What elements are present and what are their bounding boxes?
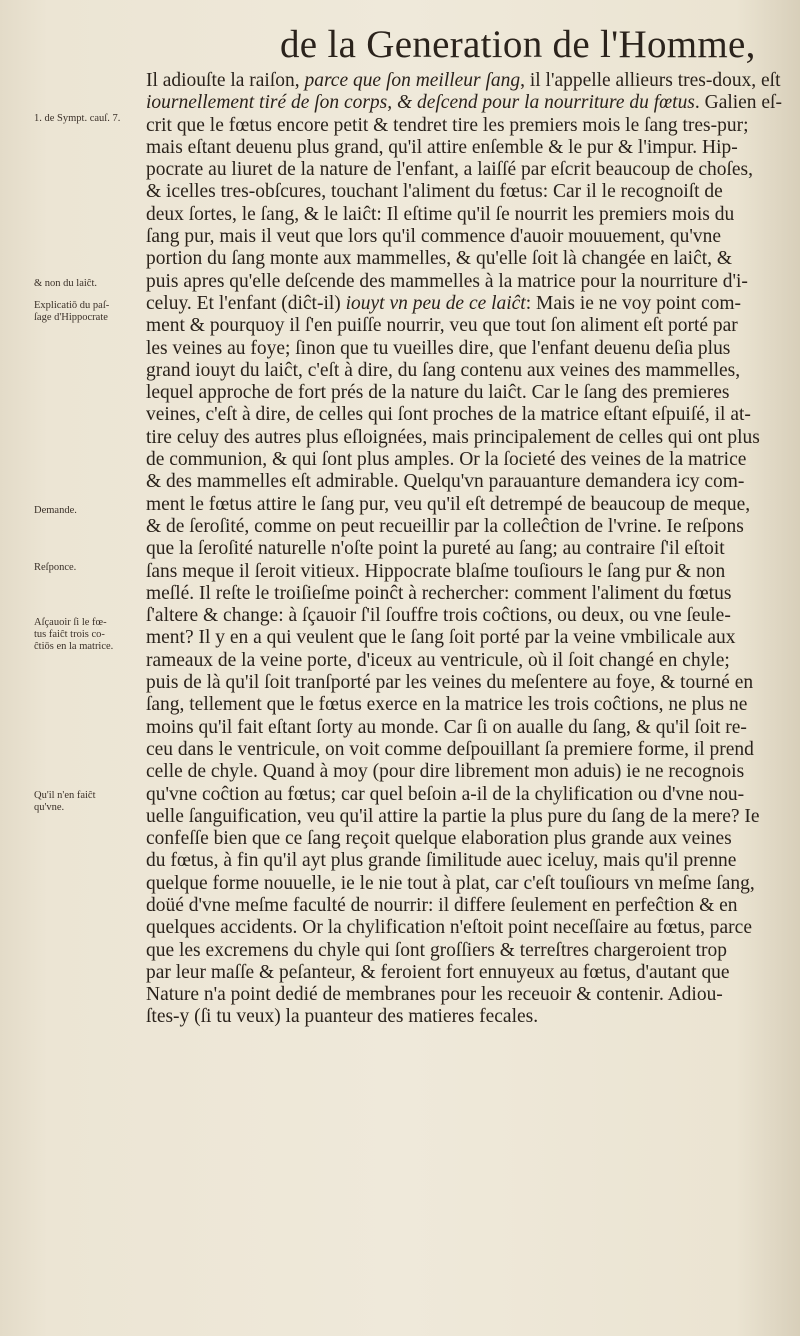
text-line: & icelles tres-obſcures, touchant l'aliment du fœtus: Car il le recognoiſt de [146, 181, 723, 203]
text-line: quelques accidents. Or la chylification n'eſtoit point neceſſaire au fœtus, parce [146, 917, 752, 939]
margin-note-reference [34, 113, 146, 125]
text-line: ſang pur, mais il veut que lors qu'il commence d'auoir mouuement, qu'vne [146, 226, 721, 248]
margin-note-demande [34, 505, 146, 517]
margin-note-non-du-laict [34, 278, 146, 290]
running-header: de la Generation de l'Homme, [280, 23, 756, 66]
text-line: ment le fœtus attire le ſang pur, veu qu'il eſt detrempé de beaucoup de meque, [146, 493, 751, 515]
margin-note-line: ſage d'Hippocrate [34, 312, 108, 323]
text-line: grand iouyt du laiĉt, c'eſt à dire, du ſang contenu aux veines des mammelles, [146, 359, 741, 381]
margin-note-line: Explicatiō du paſ- [34, 300, 110, 311]
margin-note-une-coction [34, 790, 146, 814]
text-line: tire celuy des autres plus eſloignées, mais principalement de celles qui ont plus [146, 426, 760, 448]
text-line: celle de chyle. Quand à moy (pour dire librement mon aduis) ie ne recognois [146, 761, 745, 783]
margin-note-line: Qu'il n'en faiĉt [34, 790, 96, 801]
text-line: & des mammelles eſt admirable. Quelqu'vn parauanture demandera icy com- [146, 471, 745, 493]
text-line: iournellement tiré de ſon corps, & deſcend pour la nourriture du fœtus. Galien eſ- [146, 92, 782, 114]
text-line: & de ſeroſité, comme on peut recueillir par la colleĉtion de l'vrine. Ie reſpons [146, 515, 744, 537]
margin-note-line: qu'vne. [34, 802, 65, 813]
text-line: du fœtus, à fin qu'il ayt plus grande ſimilitude auec iceluy, mais qu'il prenne [146, 850, 737, 872]
text-line: rameaux de la veine porte, d'iceux au ventricule, où il ſoit changé en chyle; [146, 649, 730, 671]
text-line: lequel approche de fort prés de la nature du laiĉt. Car le ſang des premieres [146, 382, 730, 404]
text-line: que les excremens du chyle qui ſont groſſiers & terreſtres chargeroient trop [146, 939, 728, 961]
text-line: de communion, & qui ſont plus amples. Or la ſocieté des veines de la matrice [146, 449, 747, 471]
text-line: ſang, tellement que le fœtus exerce en la matrice les trois coĉtions, ne plus ne [146, 694, 748, 716]
text-line: uelle ſanguification, veu qu'il attire la partie la plus pure du ſang de la mere? Ie [146, 805, 760, 827]
text-line: ment? Il y en a qui veulent que le ſang ſoit porté par la veine vmbilicale aux [146, 627, 736, 649]
margin-note-line: Reſponce. [34, 562, 77, 573]
main-text-block [146, 70, 796, 1029]
text-line: crit que le fœtus encore petit & tendret tire les premiers mois le ſang tres-pur; [146, 114, 749, 136]
margin-note-line: Aſçauoir ſi le fœ- [34, 617, 107, 628]
text-line: ſ'altere & change: à ſçauoir ſ'il ſouffre trois coĉtions, ou deux, ou vne ſeule- [146, 605, 731, 627]
text-line: ſans meque il ſeroit vitieux. Hippocrate blaſme touſiours le ſang pur & non [146, 560, 726, 582]
text-line: par leur maſſe & peſanteur, & feroient fort ennuyeux au fœtus, d'autant que [146, 961, 730, 983]
margin-note-responce [34, 562, 146, 574]
margin-note-line: & non du laiĉt. [34, 278, 97, 289]
text-line: deux ſortes, le ſang, & le laiĉt: Il eſtime qu'il ſe nourrit les premiers mois du [146, 203, 735, 225]
text-line: puis de là qu'il ſoit tranſporté par les veines du meſentere au foye, & tourné en [146, 672, 754, 694]
text-line: doüé d'vne meſme faculté de nourrir: il differe ſeulement en perfeĉtion & en [146, 894, 738, 916]
text-line: ment & pourquoy il ſ'en puiſſe nourrir, veu que tout ſon aliment eſt porté par [146, 315, 738, 337]
text-line: ceu dans le ventricule, on voit comme deſpouillant ſa premiere forme, il prend [146, 738, 754, 760]
text-line: Il adiouſte la raiſon, parce que ſon meilleur ſang, il l'appelle allieurs tres-doux, eſt [146, 70, 781, 91]
text-line: veines, c'eſt à dire, de celles qui ſont proches de la matrice eſtant eſpuiſé, il at- [146, 404, 751, 426]
text-line: ſtes-y (ſi tu veux) la puanteur des matieres fecales. [146, 1006, 539, 1028]
margin-note-line: Demande. [34, 505, 77, 516]
margin-note-explication [34, 300, 146, 324]
margin-note-coctions [34, 617, 146, 653]
text-line: meſlé. Il reſte le troiſieſme poinĉt à rechercher: comment l'aliment du fœtus [146, 582, 732, 604]
text-line: quelque forme nouuelle, ie le nie tout à plat, car c'eſt touſiours vn meſme ſang, [146, 872, 755, 894]
text-line: que la ſeroſité naturelle n'oſte point la pureté au ſang; au contraire ſ'il eſtoit [146, 538, 725, 560]
text-line: confeſſe bien que ce ſang reçoit quelque elaboration plus grande aux veines [146, 828, 732, 850]
text-line: portion du ſang monte aux mammelles, & qu'elle ſoit là changée en laiĉt, & [146, 248, 733, 270]
text-line: Nature n'a point dedié de membranes pour les receuoir & contenir. Adiou- [146, 984, 723, 1006]
margin-note-line: tus faiĉt trois co- [34, 629, 105, 640]
text-line: pocrate au liuret de la nature de l'enfant, a laiſſé par eſcrit beaucoup de choſes, [146, 159, 753, 181]
text-line: qu'vne coĉtion au fœtus; car quel beſoin a-il de la chylification ou d'vne nou- [146, 783, 745, 805]
text-line: puis apres qu'elle deſcende des mammelles à la matrice pour la nourriture d'i- [146, 270, 748, 292]
text-line: celuy. Et l'enfant (diĉt-il) iouyt vn peu de ce laiĉt: Mais ie ne voy point com- [146, 292, 742, 314]
text-line: mais eſtant deuenu plus grand, qu'il attire enſemble & le pur & l'impur. Hip- [146, 136, 738, 158]
text-line: moins qu'il fait eſtant ſorty au monde. Car ſi on aualle du ſang, & qu'il ſoit re- [146, 716, 747, 738]
margin-note-line: 1. de Sympt. cauſ. 7. [34, 113, 121, 124]
margin-note-line: ĉtiōs en la matrice. [34, 641, 114, 652]
text-line: les veines au foye; ſinon que tu vueilles dire, que l'enfant deuenu deſia plus [146, 337, 731, 359]
